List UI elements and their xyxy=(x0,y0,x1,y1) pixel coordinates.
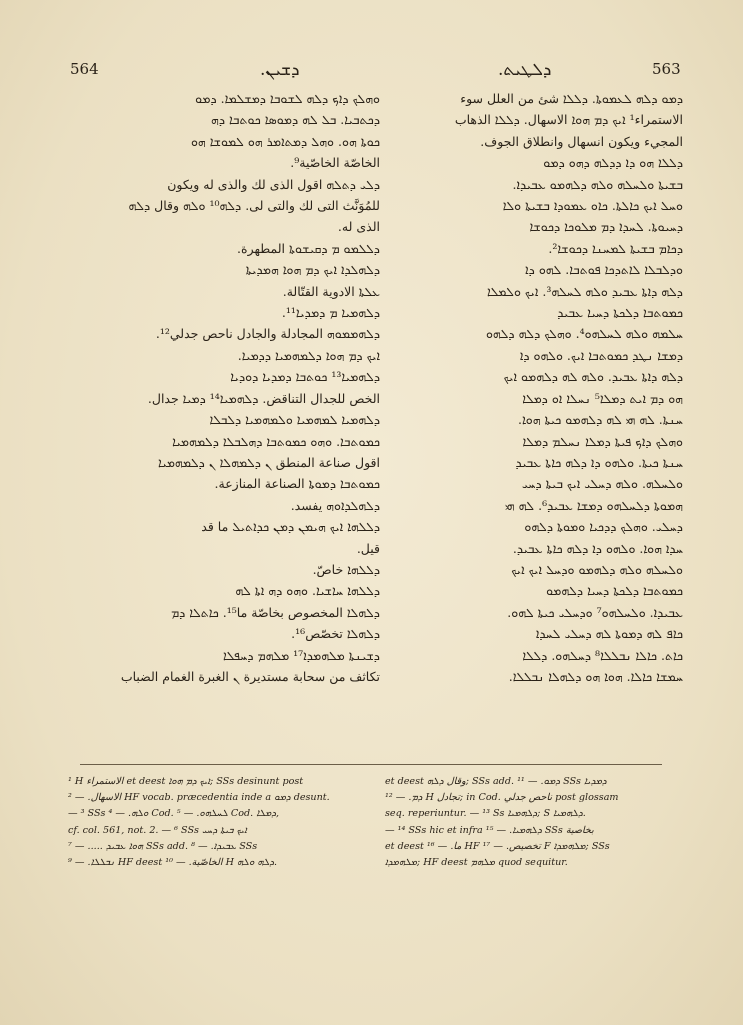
text-line: ܟܡܘܬܒܐ ܕܠܟܬܐ ܕܚܝܐ ܕܠܗܡܘ xyxy=(546,583,683,599)
text-line: ܕܠܗܠܐ المخصوص بخاصّة ما¹⁵. ܟܐܬܠܐ ܕܡ xyxy=(171,604,380,620)
right-running-title: ܕܠܛܝܬ. xyxy=(498,60,552,80)
text-line: ܕܠܝ ܕܬܠܗ اقول الذى لك والذى له ويكون xyxy=(167,176,380,192)
text-line: ܕܠܗܠܕܐ ܐܝܟ ܕܡ ܗܘܐ ܗܡܕܝܬܐ xyxy=(245,262,380,278)
text-line: للمُوَنَّث التى لك والتى لى. ܕܠܗ¹⁰ ܘܠܗ وقال ܕܠܗ xyxy=(128,198,380,214)
text-line: المجيء ويكون انسهال وانطلاق الجوف. xyxy=(480,133,683,149)
text-line: ܟܡܘܬܒܐ. ܘܗܘ ܟܡܘܬܒܐ ܕܗܠܒܠܐ ܕܠܡܗܡܝܐ xyxy=(172,433,380,449)
text-line: ܚܡܫܐ ܟܐܠܐ. ܗܘܐ ܗܘ ܕܠܗܠܐ ܢܒܠܠܐ. xyxy=(508,668,683,684)
text-line: ܥܒܝܕܐ. ܘܠܚܠܗܘ⁷ ܘܕܚܠܝ ܟܝܬܐ ܠܗܘ. xyxy=(507,604,683,620)
text-line: ܕܠܗܡܝܐ¹³ ܟܘܬܒܐ ܕܡܕܝܐ ܕܘܕܝܐ xyxy=(230,369,380,385)
text-line: ܕܠܠܡܘ ܡ ܕܩܝܫܘܬܐ المطهرة. xyxy=(237,240,380,256)
text-line: ܕܟܐܡ ܒܫܝܬܐ ܠܡܚܢܐ ܕܟܘܫܐ². xyxy=(548,240,683,256)
text-line: ܕܠܠܗܐ ܚܐܫܝܐ. ܘܗܘ ܕܗ ܐܬܐ ܠܗ xyxy=(235,583,380,599)
text-line: الخاصّة الخاصّية⁹. xyxy=(290,155,380,171)
footnote-line: — ³ SSs ܘܠܗ. — ⁴ Cod. ܠܚܠܗܘ. — ⁵ Cod. ܕܡܠܐ, xyxy=(68,808,280,820)
text-line: ܕܠܠܗܐ ܐܝܟ ܗܝܡܢ ܕܡܢ ܟܕܐܬܝܠ ما قد xyxy=(201,519,380,535)
text-line: ܟܘܬܐ ܗܘ. ܘܗܠ ܕܡܬܐܡܪ ܗܘ ܠܡܘܫܐ ܗܘ xyxy=(190,133,380,149)
text-line: ܕܠܗܠܕܐܘܗ يفسد. xyxy=(290,497,380,513)
text-line: الاستمراء¹ ܐܝܟ ܕܡ ܗܘܐ الاسهال. ܕܠܠܐ الذهاب xyxy=(454,112,683,128)
text-line: ܗܡܘܬܐ ܕܠܚܠܗܘ ܕܡܫܐ ܥܒܝܕ⁶. ܠܗ ܗܝ xyxy=(505,497,683,513)
text-line: ܟܡܘܬܒܐ ܕܠܟܬܐ ܕܚܝܐ ܥܒܝܕ xyxy=(557,305,683,321)
left-page-number: 564 xyxy=(70,60,99,78)
footnote-line: seq. reperiuntur. — ¹³ Ss ܕܠܗܡܝܐ; S ܕܠܗܡܝܐ. xyxy=(385,808,586,820)
text-line: ܕܠܗܡܝܐ ܠܡܗܡܝܐ ܘܠܡܗܡܝܐ ܕܠܒܠܐ xyxy=(209,412,380,428)
footnote-line: ܡܠܗܡܕܐ; HF deest ܡܠܗܡ quod sequitur. xyxy=(385,857,568,869)
text-line: ܕܠܗܠܐ تخصّص¹⁶. xyxy=(291,626,380,642)
footnote-line: ܕܡ. — ¹² H تجادل; in Cod. ناحص جدلي post glossam xyxy=(385,792,619,804)
text-line: تكاثف من سحابة مستديرة ܢ الغبرة الغمام الضباب xyxy=(120,668,380,684)
footnote-line: cf. col. 561, not. 2. — ⁶ SSs ܐܝܟ ܒܝܬܐ ܕܚܝ xyxy=(68,824,247,836)
text-line: ܕܠܠܐ ܗܘ ܕܐ ܕܕܠܗ ܕܗܘ ܕܡܘ xyxy=(543,155,683,171)
footnote-divider xyxy=(80,764,662,765)
text-line: ܟܡܘܬܒܐ ܕܡܘܬܐ الصناعة المنازعة. xyxy=(214,476,380,492)
text-line: ܘܠܚܠܗ. ܘܠܗ ܕܚܠܝ ܐܝܟ ܒܝܬܐ ܕܚܝ xyxy=(521,476,683,492)
text-line: ܟܐܬ. ܟܐܠܐ ܢܒܠܠܐ⁸ ܕܚܠܗܘ. ܕܠܠܐ xyxy=(522,647,683,663)
footnotes-right xyxy=(385,774,675,886)
footnote-line: ܗܘܐ ܥܒܝܕ ..... — ⁷ SSs add. ܥܒܝܕܐ. — ⁸ SSs xyxy=(68,840,258,852)
text-line: ܕܚܝܘܬܐ. ܠܚܕܐ ܕܡ ܡܠܘܟܐ ܕܟܘܫܐ xyxy=(529,219,683,235)
text-line: ܚܕܐ ܗܘܐ. ܘܠܗܘ ܕܐ ܕܠܗ ܟܐܬܐ ܥܒܝܕ. xyxy=(512,540,683,556)
text-line: ܕܠܠܗܐ خاصّ. xyxy=(312,561,380,577)
text-line: ܕܡܫܐ ܢܛܕ ܟܡܘܬܒܐ ܐܝܟ. ܘܠܗܘ ܕܐ xyxy=(519,347,683,363)
text-line: ܘܕܠܒܠܐ ܠܐܬܕܟܐ ܦܘܬܒܐ. ܠܗܘ ܕܐ xyxy=(525,262,683,278)
text-line: ܕܠܗ ܕܐܬܐ ܥܒܝܕ ܘܠܗ ܠܚܠܗ³. ܐܝܟ ܘܠܡܠܐ xyxy=(486,283,683,299)
left-text-column xyxy=(65,88,380,758)
text-line: ܕܟܬܒܝܐ. ܒܠ ܠܗ ܕܡܘܣܐ ܟܘܬܒܐ ܕܗ xyxy=(211,112,380,128)
text-line: ܕܠܗ ܕܐܬܐ ܥܒܝܕ. ܘܠܗ ܠܗ ܕܠܗܡܘ ܐܝܟ xyxy=(503,369,683,385)
footnote-line: — ¹⁴ SSs hic et infra ܕܠܗܡܝܐ. — ¹⁵ SSs بخاصية xyxy=(385,824,594,836)
text-line: ܗܘ ܕܡ ܐܝܬ ܕܡܠܐ⁵ ܢܚܠܐ ܐܘ ܕܡܠܐ xyxy=(522,390,683,406)
text-line: ܕܠܗܡܡܘܗ المجادلة والجادل ناحص جدلي¹². xyxy=(155,326,380,342)
footnote-line: الاسهال. — ² HF vocab. præcedentia inde a ܕܡܘ desunt. xyxy=(68,792,330,804)
text-line: ܘܚܠ ܐܝܟ ܟܐܠܬܐ. ܟܐܘ ܥܡܘܕܐ ܒܫܝܬܐ ܘܠܐ xyxy=(502,198,683,214)
text-line: ܘܗܠܟ ܕܐܟ ܦܝܬܐ ܕܡܠܐ ܢܚܠܡ ܕܡܠܐ xyxy=(522,433,683,449)
text-line: الذى له. xyxy=(337,219,380,235)
text-line: ܒܫܝܬܐ ܘܠܚܠܗ ܘܠܗ ܕܠܗܡܘ ܥܒܝܕܐ. xyxy=(512,176,683,192)
right-text-column xyxy=(368,88,683,758)
text-line: ܚܢܬܐ. ܠܗ ܗܝ ܠܗ ܕܠܗܡܘ ܟܝܬܐ ܗܘܐ. xyxy=(517,412,683,428)
text-line: ܐܝܟ ܕܡ ܗܘܐ ܕܠܡܗܡܝܐ ܕܕܡܝܐ. xyxy=(237,347,380,363)
footnotes-left xyxy=(68,774,358,886)
text-line: قيل. xyxy=(356,540,380,556)
text-line: ܘܠܚܠܗ ܘܠܗ ܕܠܗܡܘ ܘܕܚܠ ܐܝܟ ܐܝܟ xyxy=(511,561,683,577)
footnote-line: ܢܒܠܠܐ. — ⁹ HF deest الخاصّية. — ¹⁰ H ܕܠܗ ܘܠܗ. xyxy=(68,857,278,869)
right-page-number: 563 xyxy=(652,60,681,78)
text-line: ܘܗܠܟ ܕܐܟ ܕܠܗ ܠܫܘܒܐ ܕܡܫܠܡܐ. ܕܡܘ xyxy=(195,91,380,106)
text-line: ܕܡܘ ܕܠܗ ܠܥܡܘܬܐ. ܕܠܠܐ شئ من العلل سوء xyxy=(460,91,683,106)
left-running-title: ܕܫܝܢ. xyxy=(260,60,300,80)
text-line: ܚܢܬܐ ܟܝܬܐ. ܘܠܗܘ ܕܐ ܕܠܗ ܟܐܬܐ ܥܒܝܕ xyxy=(515,454,683,470)
text-line: ܕܫܝܢܬܐ ܡܠܗܡܕܐ¹⁷ ܡܠܗܡ ܕܚܦܠܐ xyxy=(222,647,380,663)
footnote-line: ¹ H الاستمراء et deest ܐܝܟ ܕܡ ܗܘܐ; SSs desinunt post xyxy=(68,776,304,787)
text-line: ܕܚܠܝ. ܘܗܠܟ ܕܕܟܝܐ ܘܡܘܬܐ ܕܠܗܘ xyxy=(524,519,683,535)
text-line: الخص للجدال التناقض. ܕܠܗܡܝܐ¹⁴ ܕܡܝܐ جدال. xyxy=(147,390,380,406)
footnote-line: et deest ما. — ¹⁶ HF تخصيص. — ¹⁷ F ܡܠܗܡܕܐ; SSs xyxy=(385,840,610,852)
text-line: ܟܐܦ ܠܗ ܕܡܘܬܐ ܠܗ ܕܚܠܝ ܠܚܕܐ xyxy=(535,626,683,642)
text-line: ܚܠܡܗ ܘܠܗ ܠܚܠܗܘ⁴. ܘܗܠܟ ܕܠܗ ܕܠܗܘ xyxy=(485,326,683,342)
text-line: ܥܠܬܐ الادوية القتّالة. xyxy=(282,283,380,299)
text-line: ܕܠܗܡܝܐ ܡ ܕܡܕܝܐ¹¹. xyxy=(281,305,380,321)
footnote-line: et deest وقال ܕܠܗ; SSs add. ܕܡܘ. — ¹¹ SSs ܕܡܕܝܐ xyxy=(385,776,607,787)
text-line: اقول صناعة المنطق ܢ ܕܠܡܗܠܐ ܢ ܕܠܡܗܡܝܐ xyxy=(158,454,380,470)
